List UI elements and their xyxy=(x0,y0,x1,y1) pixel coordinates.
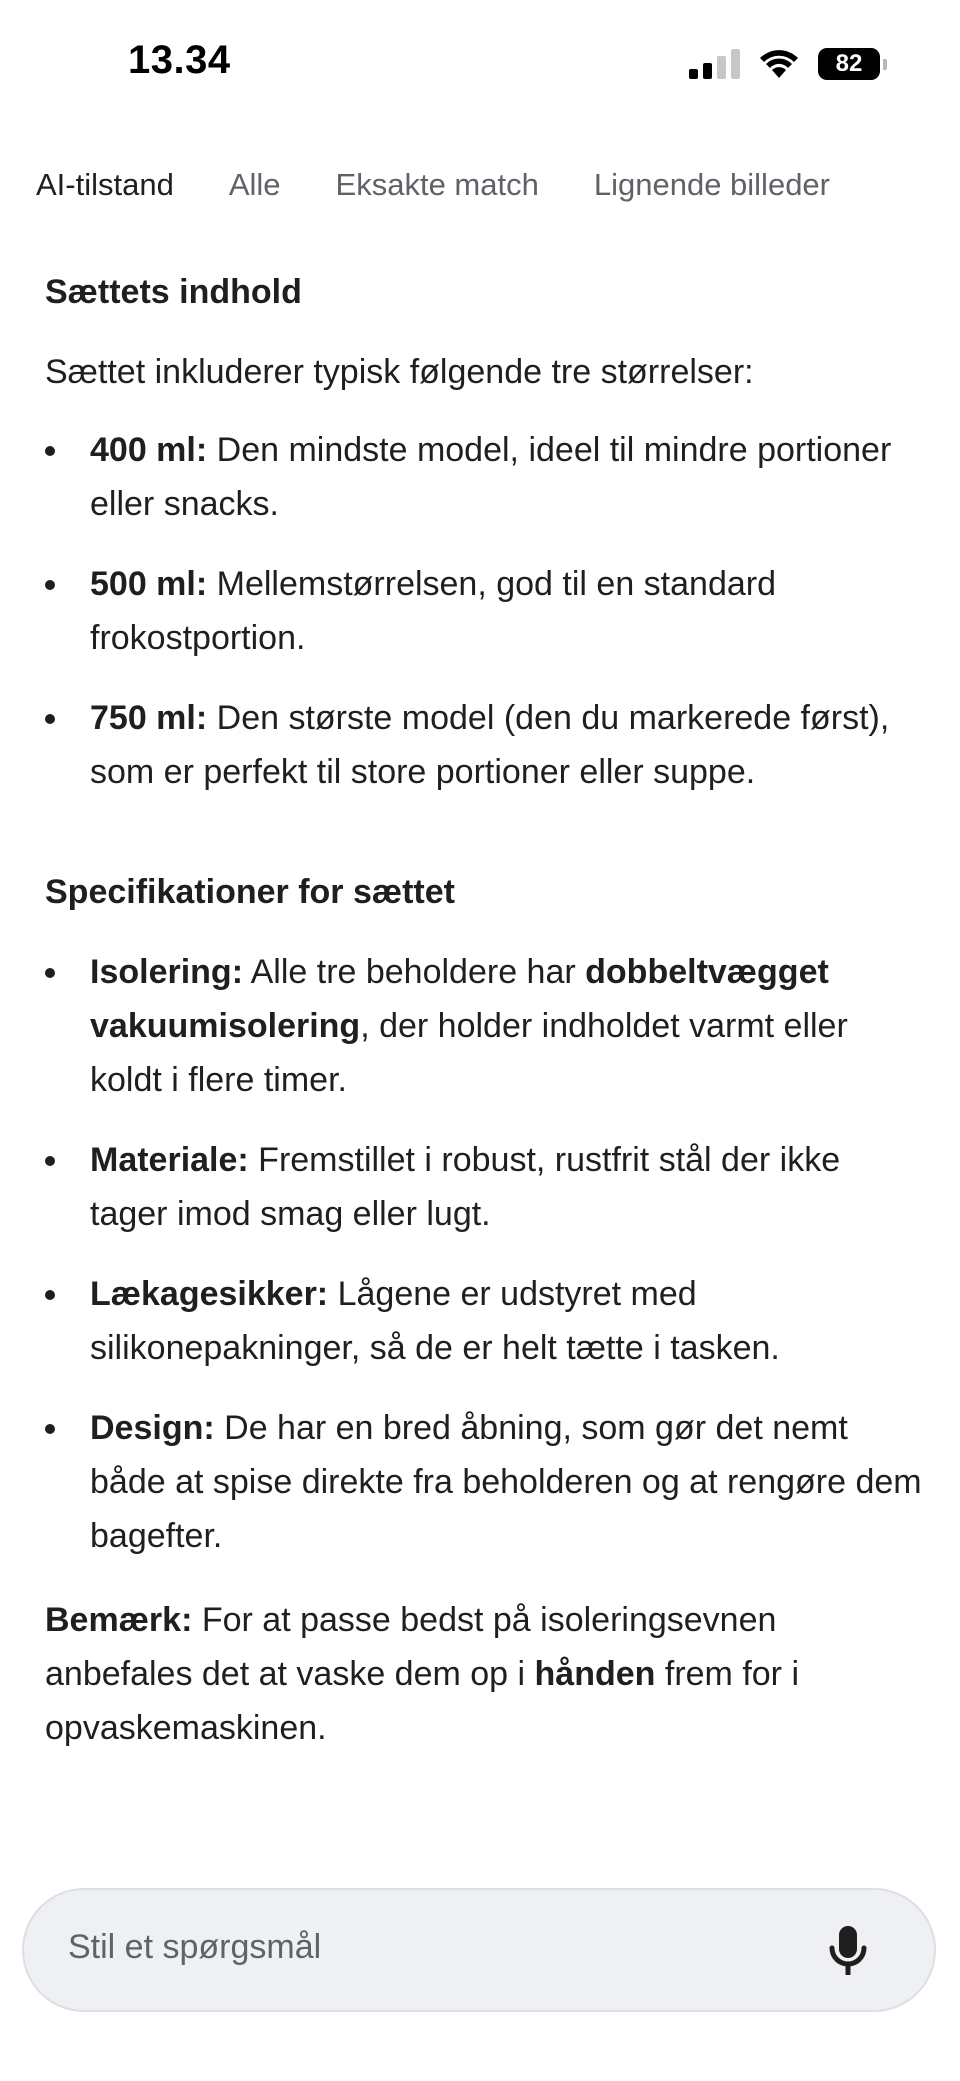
list-item: Isolering: Alle tre beholdere har dobbeltvægget vakuumisolering, der holder indholdet varmt eller koldt i flere timer. xyxy=(45,945,925,1107)
list-item: Materiale: Fremstillet i robust, rustfrit stål der ikke tager imod smag eller lugt. xyxy=(45,1133,925,1241)
cellular-signal-icon xyxy=(689,49,740,79)
status-icons xyxy=(689,48,880,80)
list-item: Design: De har en bred åbning, som gør det nemt både at spise direkte fra beholderen og at rengøre dem bagefter. xyxy=(45,1401,925,1563)
list-item: 500 ml: Mellemstørrelsen, god til en standard frokostportion. xyxy=(45,557,925,665)
tab-all[interactable]: Alle xyxy=(228,167,281,202)
list-item: 400 ml: Den mindste model, ideel til mindre portioner eller snacks. xyxy=(45,423,925,531)
ai-answer xyxy=(45,265,925,1779)
status-time: 13.34 xyxy=(128,38,231,82)
section-heading: Specifikationer for sættet xyxy=(45,873,455,911)
size-list xyxy=(45,423,925,799)
list-item: Lækagesikker: Lågene er udstyret med silikonepakninger, så de er helt tætte i tasken. xyxy=(45,1267,925,1375)
section-heading: Sættets indhold xyxy=(45,273,302,311)
spec-list xyxy=(45,945,925,1563)
note-paragraph: Bemærk: For at passe bedst på isoleringsevnen anbefales det at vaske dem op i hånden frem for i opvaskemaskinen. xyxy=(45,1601,800,1747)
tab-exact-match[interactable]: Eksakte match xyxy=(335,167,539,202)
tab-similar-images[interactable]: Lignende billeder xyxy=(593,167,830,202)
ask-placeholder: Stil et spørgsmål xyxy=(68,1928,322,1966)
status-bar xyxy=(0,0,960,120)
wifi-icon xyxy=(758,48,800,80)
ask-input[interactable] xyxy=(22,1888,936,2012)
battery-icon xyxy=(818,48,880,80)
list-item: 750 ml: Den største model (den du markerede først), som er perfekt til store portioner eller suppe. xyxy=(45,691,925,799)
section-intro: Sættet inkluderer typisk følgende tre størrelser: xyxy=(45,353,754,391)
microphone-icon[interactable] xyxy=(828,1924,868,1980)
battery-level: 82 xyxy=(835,50,863,77)
search-tabs xyxy=(36,160,885,210)
tab-ai-mode[interactable]: AI-tilstand xyxy=(36,167,174,202)
